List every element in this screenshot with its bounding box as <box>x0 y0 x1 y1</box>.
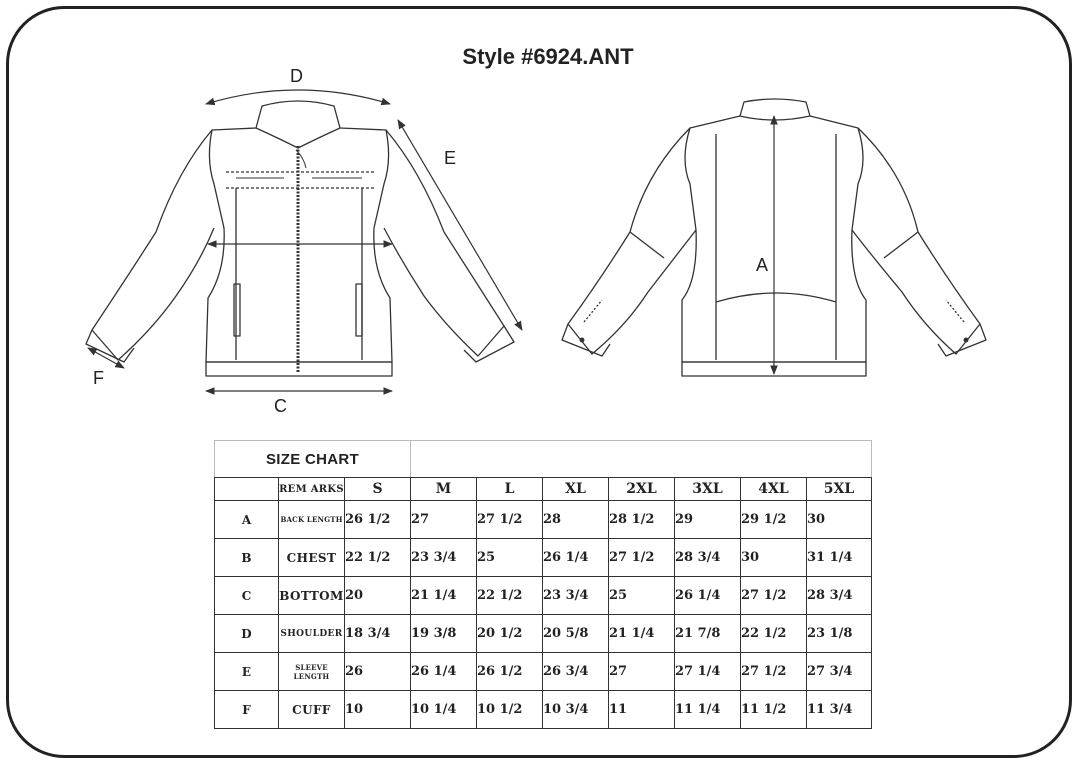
table-cell: 10 1/2 <box>477 691 543 729</box>
row-code: E <box>215 653 279 691</box>
row-label: SLEEVE LENGTH <box>279 653 345 691</box>
table-cell: 11 1/4 <box>675 691 741 729</box>
table-cell: 20 1/2 <box>477 615 543 653</box>
table-cell: 19 3/8 <box>411 615 477 653</box>
table-cell: 10 <box>345 691 411 729</box>
size-header: M <box>411 478 477 501</box>
table-cell: 27 1/4 <box>675 653 741 691</box>
table-cell: 31 1/4 <box>807 539 872 577</box>
style-title: Style #6924.ANT <box>462 44 634 69</box>
table-cell: 23 3/4 <box>411 539 477 577</box>
table-cell: 27 <box>411 501 477 539</box>
remarks-header: REM ARKS <box>279 478 345 501</box>
table-cell: 26 <box>345 653 411 691</box>
table-cell: 22 1/2 <box>477 577 543 615</box>
row-label: CUFF <box>279 691 345 729</box>
size-chart-table <box>214 440 872 729</box>
dimension-label-c: C <box>274 396 287 416</box>
table-cell: 27 1/2 <box>609 539 675 577</box>
table-row <box>215 539 872 577</box>
front-dimension-arrows <box>88 90 522 391</box>
row-label: BACK LENGTH <box>279 501 345 539</box>
table-cell: 22 1/2 <box>345 539 411 577</box>
table-cell: 28 3/4 <box>675 539 741 577</box>
table-cell: 20 <box>345 577 411 615</box>
table-cell: 27 <box>609 653 675 691</box>
size-header: 2XL <box>609 478 675 501</box>
row-code: A <box>215 501 279 539</box>
table-cell: 26 1/2 <box>345 501 411 539</box>
table-cell: 10 1/4 <box>411 691 477 729</box>
table-cell: 25 <box>477 539 543 577</box>
table-cell: 20 5/8 <box>543 615 609 653</box>
table-cell: 11 1/2 <box>741 691 807 729</box>
size-header: XL <box>543 478 609 501</box>
table-cell: 26 1/4 <box>411 653 477 691</box>
table-cell: 26 1/2 <box>477 653 543 691</box>
table-cell: 30 <box>807 501 872 539</box>
table-cell: 26 1/4 <box>675 577 741 615</box>
table-cell: 21 1/4 <box>411 577 477 615</box>
size-header: 5XL <box>807 478 872 501</box>
dimension-label-f: F <box>93 368 104 388</box>
table-cell: 11 <box>609 691 675 729</box>
table-row <box>215 691 872 729</box>
row-code: C <box>215 577 279 615</box>
table-row <box>215 577 872 615</box>
table-cell: 30 <box>741 539 807 577</box>
row-code: B <box>215 539 279 577</box>
row-label: SHOULDER <box>279 615 345 653</box>
table-cell: 27 1/2 <box>741 577 807 615</box>
row-code: F <box>215 691 279 729</box>
table-cell: 23 3/4 <box>543 577 609 615</box>
header-blank <box>215 478 279 501</box>
table-cell: 28 1/2 <box>609 501 675 539</box>
size-header-row <box>215 478 872 501</box>
size-header: L <box>477 478 543 501</box>
size-chart-title-row <box>215 441 872 478</box>
table-cell: 10 3/4 <box>543 691 609 729</box>
table-cell: 27 1/2 <box>741 653 807 691</box>
dimension-label-d: D <box>290 66 303 86</box>
dimension-label-a: A <box>756 255 769 275</box>
table-cell: 26 3/4 <box>543 653 609 691</box>
row-code: D <box>215 615 279 653</box>
size-chart-heading: SIZE CHART <box>215 441 411 478</box>
dimension-label-e: E <box>444 148 457 168</box>
table-cell: 28 3/4 <box>807 577 872 615</box>
table-cell: 29 1/2 <box>741 501 807 539</box>
table-cell: 18 3/4 <box>345 615 411 653</box>
table-row <box>215 653 872 691</box>
table-cell: 27 3/4 <box>807 653 872 691</box>
size-header: 4XL <box>741 478 807 501</box>
table-cell: 23 1/8 <box>807 615 872 653</box>
table-row <box>215 615 872 653</box>
row-label: CHEST <box>279 539 345 577</box>
table-cell: 11 3/4 <box>807 691 872 729</box>
size-header: S <box>345 478 411 501</box>
table-cell: 25 <box>609 577 675 615</box>
table-cell: 27 1/2 <box>477 501 543 539</box>
table-cell: 28 <box>543 501 609 539</box>
table-row <box>215 501 872 539</box>
table-cell: 21 7/8 <box>675 615 741 653</box>
table-cell: 29 <box>675 501 741 539</box>
jacket-front-view <box>86 101 514 376</box>
table-cell: 21 1/4 <box>609 615 675 653</box>
table-cell: 26 1/4 <box>543 539 609 577</box>
size-header: 3XL <box>675 478 741 501</box>
title-row-blank <box>411 441 872 478</box>
table-cell: 22 1/2 <box>741 615 807 653</box>
row-label: BOTTOM <box>279 577 345 615</box>
